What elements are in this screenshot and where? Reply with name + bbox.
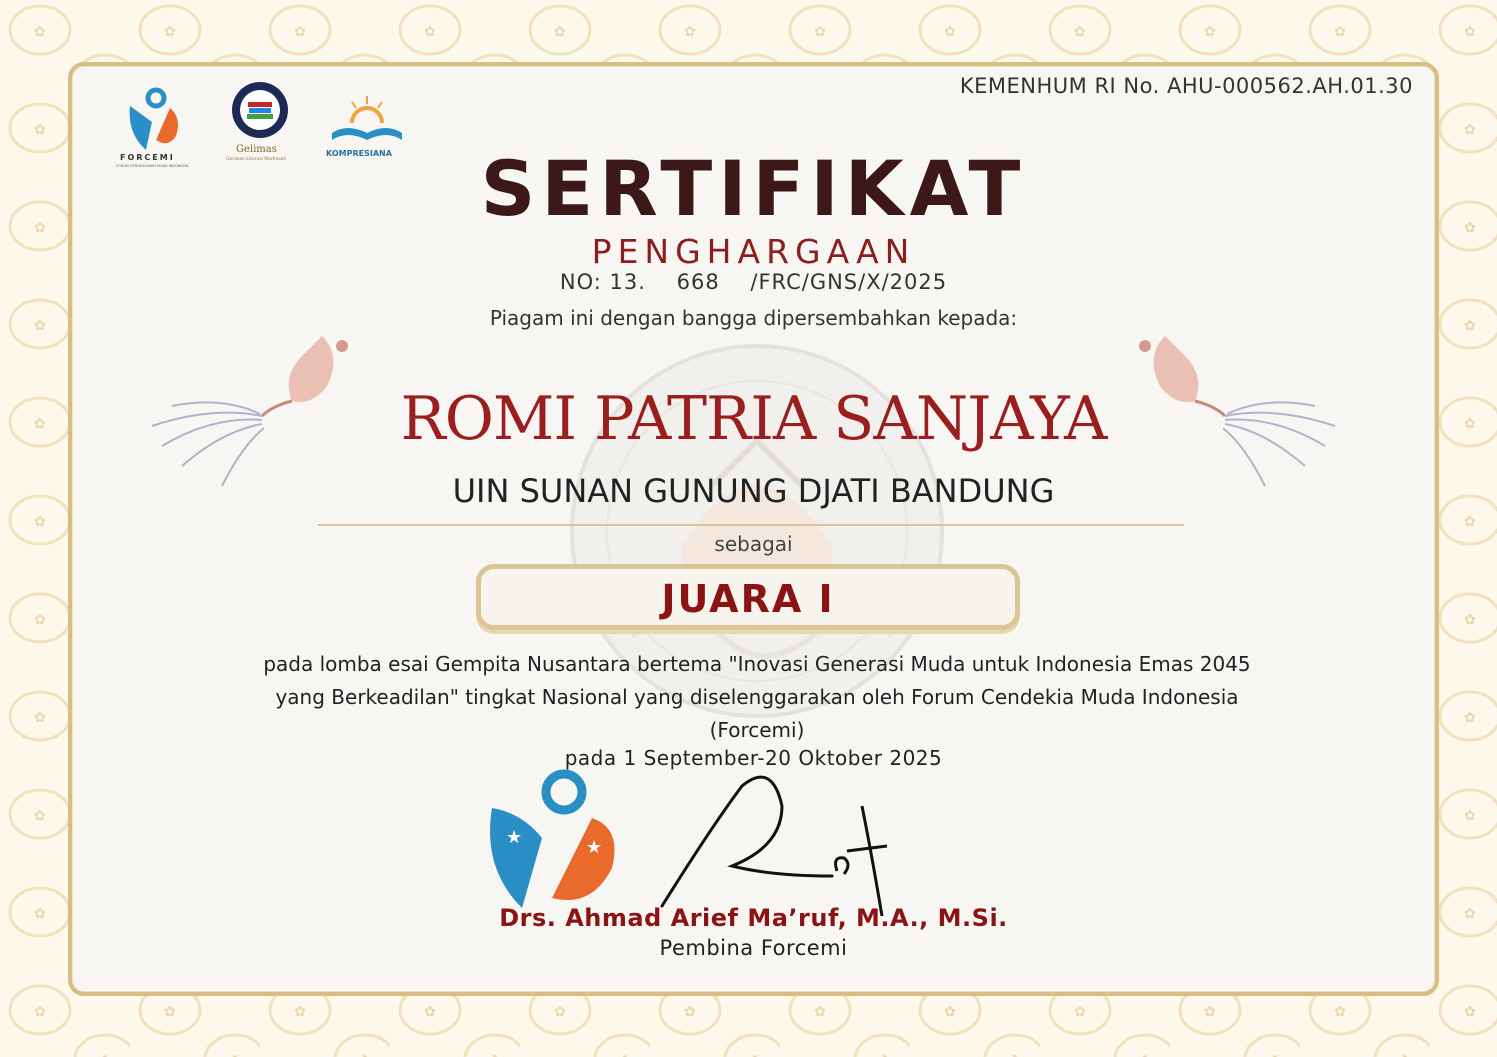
certificate-number: NO: 13. 668 /FRC/GNS/X/2025: [559, 270, 948, 294]
certificate-frame: [68, 62, 1439, 996]
divider-line: [318, 524, 1184, 526]
svg-text:Gelimas: Gelimas: [236, 144, 277, 155]
registration-number: KEMENHUM RI No. AHU-000562.AH.01.30: [959, 74, 1413, 98]
as-label: sebagai: [714, 532, 793, 556]
rank-badge: [476, 564, 1020, 630]
svg-text:Gerakan Literasi Madrasah: Gerakan Literasi Madrasah: [226, 157, 287, 162]
svg-text:KOMPRESIANA: KOMPRESIANA: [326, 149, 392, 158]
svg-text:★: ★: [506, 827, 523, 848]
event-date: pada 1 September-20 Oktober 2025: [564, 746, 943, 770]
certificate-title: SERTIFIKAT: [480, 144, 1027, 233]
award-description: pada lomba esai Gempita Nusantara bertema "Inovasi Generasi Muda untuk Indonesia Emas 2045 yang Berkeadilan" tingkat Nasional yang diselenggarakan oleh Forum Cendekia Muda Indonesia (Forcemi): [263, 652, 1251, 742]
presentation-text: Piagam ini dengan bangga dipersembahkan kepada:: [489, 306, 1018, 330]
recipient-institution: UIN SUNAN GUNUNG DJATI BANDUNG: [452, 472, 1055, 510]
recipient-name: ROMI PATRIA SANJAYA: [400, 384, 1107, 454]
svg-text:★: ★: [586, 837, 603, 858]
svg-text:FORUM CENDEKIAWAN MUDA INDONES: FORUM CENDEKIAWAN MUDA INDONESIA: [116, 164, 189, 168]
signatory-role: Pembina Forcemi: [659, 936, 848, 960]
handwritten-signature: [582, 766, 892, 916]
certificate-subtitle: PENGHARGAAN: [591, 232, 916, 271]
signatory-name: Drs. Ahmad Arief Ma’ruf, M.A., M.Si.: [499, 904, 1008, 932]
svg-text:FORCEMI: FORCEMI: [120, 153, 175, 162]
rank-text: JUARA I: [661, 577, 835, 621]
